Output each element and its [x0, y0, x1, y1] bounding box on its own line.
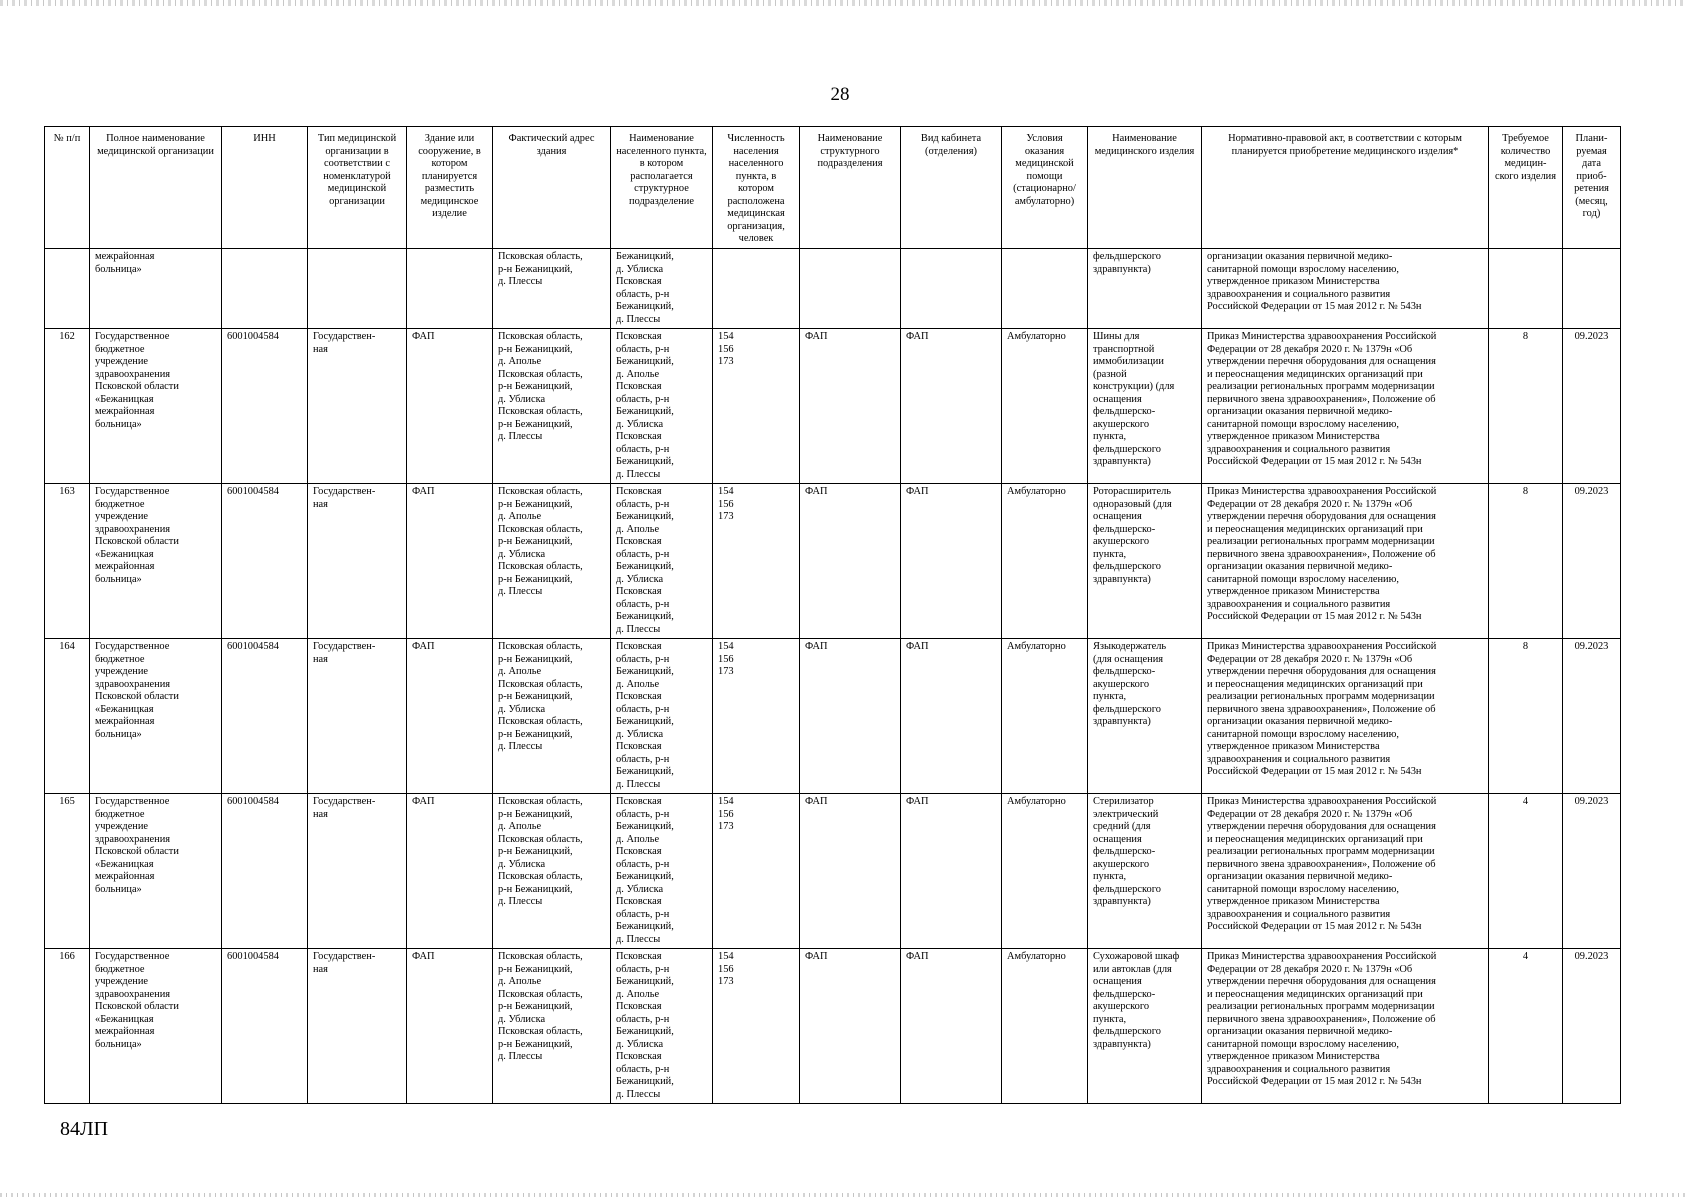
cell-device: Шины для транспортной иммобилизации (разной конструкции) (для оснащения фельдшерско- акушерского пункта, фельдшерского здравпункта) — [1088, 329, 1202, 484]
cell-inn — [222, 249, 308, 329]
cell-device: фельдшерского здравпункта) — [1088, 249, 1202, 329]
scan-edge-top — [0, 0, 1686, 6]
cell-building: ФАП — [407, 329, 493, 484]
cell-inn: 6001004584 — [222, 329, 308, 484]
cell-legal-act: Приказ Министерства здравоохранения Российской Федерации от 28 декабря 2020 г. № 1379н «Об утверждении перечня оборудования для оснащения и переоснащения медицинских организаций при реализации региональных программ модернизации первичного звена здравоохранения», Положение об организации оказания первичной медико- санитарной помощи взрослому населению, утвержденное приказом Министерства здравоохранения и социального развития Российской Федерации от 15 мая 2012 г. № 543н — [1202, 949, 1489, 1104]
cell-settlement: Бежаницкий, д. Ублиска Псковская область, р-н Бежаницкий, д. Плессы — [611, 249, 713, 329]
cell-conditions: Амбулаторно — [1002, 639, 1088, 794]
cell-legal-act: Приказ Министерства здравоохранения Российской Федерации от 28 декабря 2020 г. № 1379н «Об утверждении перечня оборудования для оснащения и переоснащения медицинских организаций при реализации региональных программ модернизации первичного звена здравоохранения», Положение об организации оказания первичной медико- санитарной помощи взрослому населению, утвержденное приказом Министерства здравоохранения и социального развития Российской Федерации от 15 мая 2012 г. № 543н — [1202, 329, 1489, 484]
col-header-unit: Наименование структурного подразделения — [800, 127, 901, 249]
cell-population — [713, 249, 800, 329]
cell-population: 154 156 173 — [713, 484, 800, 639]
cell-org-type — [308, 249, 407, 329]
table-row — [45, 639, 1621, 794]
cell-org-type: Государствен- ная — [308, 329, 407, 484]
cell-device: Роторасширитель одноразовый (для оснащения фельдшерско- акушерского пункта, фельдшерского здравпункта) — [1088, 484, 1202, 639]
col-header-org-name: Полное наименование медицинской организации — [90, 127, 222, 249]
cell-org-type: Государствен- ная — [308, 794, 407, 949]
col-header-legal-act: Нормативно-правовой акт, в соответствии с которым планируется приобретение медицинского изделия* — [1202, 127, 1489, 249]
cell-date — [1563, 249, 1621, 329]
cell-legal-act: Приказ Министерства здравоохранения Российской Федерации от 28 декабря 2020 г. № 1379н «Об утверждении перечня оборудования для оснащения и переоснащения медицинских организаций при реализации региональных программ модернизации первичного звена здравоохранения», Положение об организации оказания первичной медико- санитарной помощи взрослому населению, утвержденное приказом Министерства здравоохранения и социального развития Российской Федерации от 15 мая 2012 г. № 543н — [1202, 484, 1489, 639]
cell-cabinet: ФАП — [901, 329, 1002, 484]
cell-population: 154 156 173 — [713, 794, 800, 949]
cell-number: 163 — [45, 484, 90, 639]
cell-building — [407, 249, 493, 329]
table-row — [45, 329, 1621, 484]
col-header-number: № п/п — [45, 127, 90, 249]
cell-number: 165 — [45, 794, 90, 949]
cell-address: Псковская область, р-н Бежаницкий, д. Аполье Псковская область, р-н Бежаницкий, д. Ублиска Псковская область, р-н Бежаницкий, д. Плессы — [493, 639, 611, 794]
cell-unit: ФАП — [800, 794, 901, 949]
cell-org-type: Государствен- ная — [308, 639, 407, 794]
cell-unit: ФАП — [800, 949, 901, 1104]
cell-date: 09.2023 — [1563, 949, 1621, 1104]
cell-settlement: Псковская область, р-н Бежаницкий, д. Аполье Псковская область, р-н Бежаницкий, д. Ублиска Псковская область, р-н Бежаницкий, д. Плессы — [611, 794, 713, 949]
cell-org-name: Государственное бюджетное учреждение здравоохранения Псковской области «Бежаницкая межрайонная больница» — [90, 329, 222, 484]
cell-conditions: Амбулаторно — [1002, 484, 1088, 639]
cell-building: ФАП — [407, 794, 493, 949]
table-row-continuation — [45, 249, 1621, 329]
cell-cabinet: ФАП — [901, 639, 1002, 794]
cell-number — [45, 249, 90, 329]
cell-population: 154 156 173 — [713, 639, 800, 794]
cell-inn: 6001004584 — [222, 484, 308, 639]
col-header-conditions: Условия оказания медицинской помощи (стационарно/ амбулаторно) — [1002, 127, 1088, 249]
cell-quantity: 8 — [1489, 329, 1563, 484]
cell-number: 166 — [45, 949, 90, 1104]
cell-unit — [800, 249, 901, 329]
col-header-date: Плани-руемая дата приоб-ретения (месяц, год) — [1563, 127, 1621, 249]
cell-inn: 6001004584 — [222, 794, 308, 949]
col-header-inn: ИНН — [222, 127, 308, 249]
cell-conditions — [1002, 249, 1088, 329]
cell-legal-act: Приказ Министерства здравоохранения Российской Федерации от 28 декабря 2020 г. № 1379н «Об утверждении перечня оборудования для оснащения и переоснащения медицинских организаций при реализации региональных программ модернизации первичного звена здравоохранения», Положение об организации оказания первичной медико- санитарной помощи взрослому населению, утвержденное приказом Министерства здравоохранения и социального развития Российской Федерации от 15 мая 2012 г. № 543н — [1202, 639, 1489, 794]
table-row — [45, 949, 1621, 1104]
cell-conditions: Амбулаторно — [1002, 329, 1088, 484]
cell-building: ФАП — [407, 484, 493, 639]
cell-legal-act: Приказ Министерства здравоохранения Российской Федерации от 28 декабря 2020 г. № 1379н «Об утверждении перечня оборудования для оснащения и переоснащения медицинских организаций при реализации региональных программ модернизации первичного звена здравоохранения», Положение об организации оказания первичной медико- санитарной помощи взрослому населению, утвержденное приказом Министерства здравоохранения и социального развития Российской Федерации от 15 мая 2012 г. № 543н — [1202, 794, 1489, 949]
col-header-quantity: Требуемое количество медицин-ского изделия — [1489, 127, 1563, 249]
table-header-row — [45, 127, 1621, 249]
col-header-settlement: Наименование населенного пункта, в котором располагается структурное подразделение — [611, 127, 713, 249]
cell-legal-act: организации оказания первичной медико- санитарной помощи взрослому населению, утвержденное приказом Министерства здравоохранения и социального развития Российской Федерации от 15 мая 2012 г. № 543н — [1202, 249, 1489, 329]
cell-unit: ФАП — [800, 639, 901, 794]
cell-address: Псковская область, р-н Бежаницкий, д. Аполье Псковская область, р-н Бежаницкий, д. Ублиска Псковская область, р-н Бежаницкий, д. Плессы — [493, 329, 611, 484]
cell-number: 164 — [45, 639, 90, 794]
cell-address: Псковская область, р-н Бежаницкий, д. Плессы — [493, 249, 611, 329]
cell-quantity: 8 — [1489, 484, 1563, 639]
cell-cabinet: ФАП — [901, 949, 1002, 1104]
cell-cabinet — [901, 249, 1002, 329]
cell-cabinet: ФАП — [901, 794, 1002, 949]
cell-org-name: межрайонная больница» — [90, 249, 222, 329]
cell-settlement: Псковская область, р-н Бежаницкий, д. Аполье Псковская область, р-н Бежаницкий, д. Ублиска Псковская область, р-н Бежаницкий, д. Плессы — [611, 639, 713, 794]
cell-org-type: Государствен- ная — [308, 949, 407, 1104]
cell-settlement: Псковская область, р-н Бежаницкий, д. Аполье Псковская область, р-н Бежаницкий, д. Ублиска Псковская область, р-н Бежаницкий, д. Плессы — [611, 949, 713, 1104]
cell-quantity: 4 — [1489, 949, 1563, 1104]
cell-unit: ФАП — [800, 329, 901, 484]
col-header-device: Наименование медицинского изделия — [1088, 127, 1202, 249]
sheet-code: 84ЛП — [60, 1118, 109, 1140]
cell-org-type: Государствен- ная — [308, 484, 407, 639]
cell-device: Сухожаровой шкаф или автоклав (для оснащения фельдшерско- акушерского пункта, фельдшерского здравпункта) — [1088, 949, 1202, 1104]
equipment-registry-table — [44, 126, 1621, 1104]
cell-address: Псковская область, р-н Бежаницкий, д. Аполье Псковская область, р-н Бежаницкий, д. Ублиска Псковская область, р-н Бежаницкий, д. Плессы — [493, 484, 611, 639]
cell-inn: 6001004584 — [222, 639, 308, 794]
cell-org-name: Государственное бюджетное учреждение здравоохранения Псковской области «Бежаницкая межрайонная больница» — [90, 639, 222, 794]
cell-date: 09.2023 — [1563, 329, 1621, 484]
cell-population: 154 156 173 — [713, 949, 800, 1104]
col-header-cabinet: Вид кабинета (отделения) — [901, 127, 1002, 249]
cell-quantity: 4 — [1489, 794, 1563, 949]
cell-inn: 6001004584 — [222, 949, 308, 1104]
cell-population: 154 156 173 — [713, 329, 800, 484]
col-header-population: Численность населения населенного пункта, в котором расположена медицинская организация, человек — [713, 127, 800, 249]
cell-date: 09.2023 — [1563, 639, 1621, 794]
cell-conditions: Амбулаторно — [1002, 794, 1088, 949]
table-row — [45, 484, 1621, 639]
cell-org-name: Государственное бюджетное учреждение здравоохранения Псковской области «Бежаницкая межрайонная больница» — [90, 949, 222, 1104]
cell-address: Псковская область, р-н Бежаницкий, д. Аполье Псковская область, р-н Бежаницкий, д. Ублиска Псковская область, р-н Бежаницкий, д. Плессы — [493, 794, 611, 949]
cell-conditions: Амбулаторно — [1002, 949, 1088, 1104]
cell-device: Стерилизатор электрический средний (для оснащения фельдшерско- акушерского пункта, фельдшерского здравпункта) — [1088, 794, 1202, 949]
col-header-org-type: Тип медицинской организации в соответствии с номенклатурой медицинской организации — [308, 127, 407, 249]
cell-org-name: Государственное бюджетное учреждение здравоохранения Псковской области «Бежаницкая межрайонная больница» — [90, 484, 222, 639]
cell-unit: ФАП — [800, 484, 901, 639]
cell-quantity: 8 — [1489, 639, 1563, 794]
cell-building: ФАП — [407, 949, 493, 1104]
cell-cabinet: ФАП — [901, 484, 1002, 639]
col-header-building: Здание или сооружение, в котором планируется разместить медицинское изделие — [407, 127, 493, 249]
table-row — [45, 794, 1621, 949]
cell-building: ФАП — [407, 639, 493, 794]
scan-edge-bottom — [0, 1193, 1686, 1197]
page-number: 28 — [830, 84, 850, 105]
cell-number: 162 — [45, 329, 90, 484]
cell-settlement: Псковская область, р-н Бежаницкий, д. Аполье Псковская область, р-н Бежаницкий, д. Ублиска Псковская область, р-н Бежаницкий, д. Плессы — [611, 484, 713, 639]
cell-org-name: Государственное бюджетное учреждение здравоохранения Псковской области «Бежаницкая межрайонная больница» — [90, 794, 222, 949]
cell-date: 09.2023 — [1563, 484, 1621, 639]
cell-settlement: Псковская область, р-н Бежаницкий, д. Аполье Псковская область, р-н Бежаницкий, д. Ублиска Псковская область, р-н Бежаницкий, д. Плессы — [611, 329, 713, 484]
col-header-address: Фактический адрес здания — [493, 127, 611, 249]
cell-device: Языкодержатель (для оснащения фельдшерско- акушерского пункта, фельдшерского здравпункта) — [1088, 639, 1202, 794]
cell-quantity — [1489, 249, 1563, 329]
cell-address: Псковская область, р-н Бежаницкий, д. Аполье Псковская область, р-н Бежаницкий, д. Ублиска Псковская область, р-н Бежаницкий, д. Плессы — [493, 949, 611, 1104]
cell-date: 09.2023 — [1563, 794, 1621, 949]
